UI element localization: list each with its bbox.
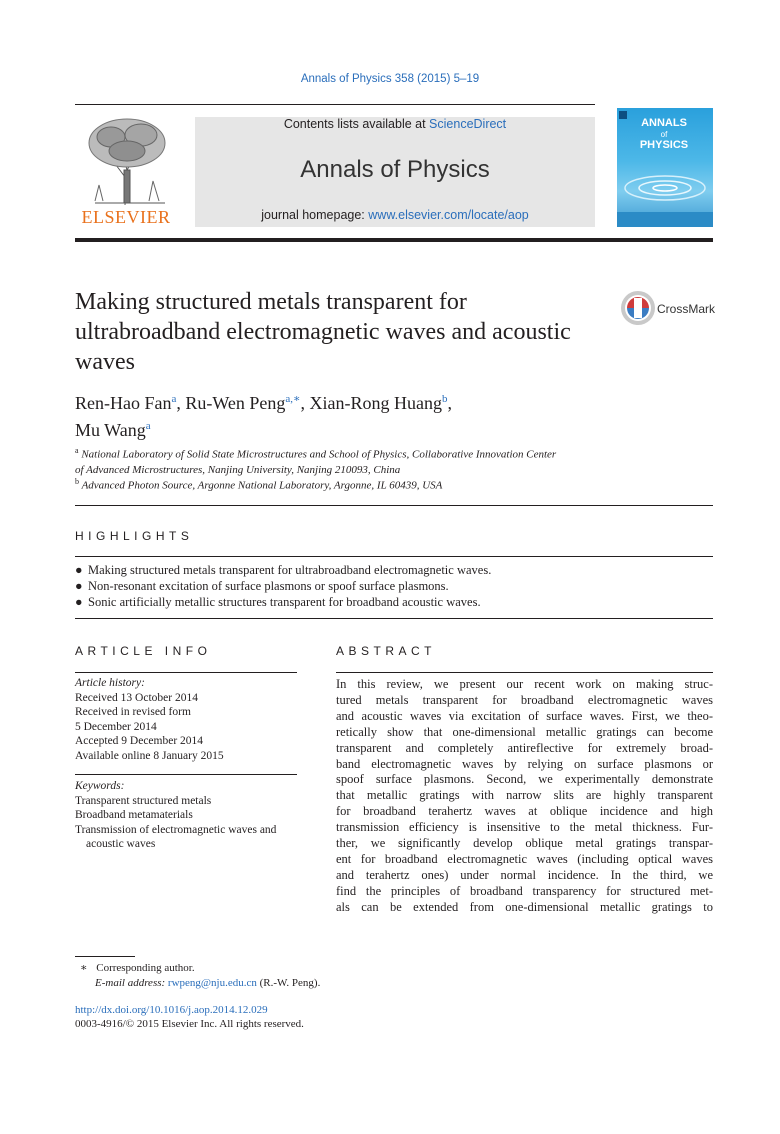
author-list: Ren-Hao Fan$^a$, Ru-Wen Peng$^{a,∗}$, Xian-Rong Huang$^b$, Mu Wang$^a$ (75, 393, 453, 440)
article-info-heading: ARTICLE INFO (75, 644, 212, 658)
footnote-mark: ∗ (80, 962, 88, 974)
email-label: E-mail address: (95, 977, 168, 989)
highlight-item (75, 594, 715, 610)
article-history-label: Article history: (75, 677, 145, 689)
corresponding-footnote (80, 961, 195, 976)
footnote-rule (75, 956, 135, 957)
affiliation-line: National Laboratory of Solid State Microstructures and School of Physics, Collaborative Innovation Center (81, 448, 557, 461)
history-item: Accepted 9 December 2014 (75, 735, 204, 747)
author-affil-mark[interactable]: a (171, 393, 177, 405)
bullet: ● (75, 563, 83, 577)
homepage-prefix: journal homepage: (261, 208, 369, 222)
keywords (75, 779, 300, 852)
abstract-line: retically show that one-dimensional metallic gratings can become (336, 724, 713, 739)
corresponding-text: Corresponding author. (96, 962, 195, 974)
keyword-item[interactable]: Transparent structured metals (75, 794, 212, 807)
highlight-text: Making structured metals transparent for ultrabroadband electromagnetic waves. (88, 563, 492, 577)
section-rule (75, 505, 713, 506)
cover-title-2: PHYSICS (639, 139, 689, 151)
abstract-line: transmission efficiency is insensitive to the metal thickness. Fur- (336, 820, 713, 835)
contents-line (195, 117, 595, 131)
author-name[interactable]: Ren-Hao Fan (75, 393, 172, 413)
article-title: Making structured metals transparent for ultrabroadband electromagnetic waves and acoustic waves (75, 289, 571, 375)
highlight-text: Sonic artificially metallic structures transparent for broadband acoustic waves. (88, 595, 481, 609)
abstract-line: and terahertz ones) under normal incidence. In the third, we (336, 867, 713, 882)
header-rule-thin (75, 104, 595, 105)
crossmark-label[interactable]: CrossMark (657, 302, 716, 316)
author-name[interactable]: Ru-Wen Peng (185, 393, 286, 413)
cover-title-of: of (660, 130, 668, 139)
abstract-line: that metallic gratings with narrow slits are highly transparent (336, 788, 713, 803)
cover-title-1: ANNALS (641, 117, 687, 129)
author-affil-mark[interactable]: a,∗ (285, 393, 301, 405)
affiliation-mark: a (75, 446, 79, 455)
abstract-line: find the principles of broadband transparency for structured met- (336, 883, 713, 898)
section-rule (336, 672, 713, 673)
abstract-heading: ABSTRACT (336, 644, 437, 658)
abstract-line: transparent and completely antireflective for extremely broad- (336, 740, 713, 755)
crossmark-icon (620, 290, 656, 326)
affiliation-line: of Advanced Microstructures, Nanjing University, Nanjing 210093, China (75, 463, 401, 476)
keyword-item[interactable]: Broadband metamaterials (75, 809, 193, 821)
affiliation-a (75, 443, 715, 478)
copyright-line: 0003-4916/© 2015 Elsevier Inc. All rights reserved. (75, 1018, 304, 1030)
abstract-line: ent for broadband electromagnetic waves (including optical waves (336, 851, 713, 866)
keyword-item[interactable]: acoustic waves (86, 838, 156, 850)
section-rule (75, 618, 713, 619)
article-history (75, 676, 300, 763)
keywords-label: Keywords: (75, 780, 125, 792)
bullet: ● (75, 595, 83, 609)
abstract-line: tured metals transparent for broadband electromagnetic waves (336, 692, 713, 707)
header-rule-thick (75, 238, 713, 242)
highlight-item (75, 578, 715, 594)
author-name[interactable]: Mu Wang (75, 420, 146, 440)
history-item: 5 December 2014 (75, 720, 157, 733)
highlights-list (75, 562, 715, 610)
author-affil-mark[interactable]: b (442, 393, 448, 405)
highlight-item (75, 562, 715, 578)
affiliation-line: Advanced Photon Source, Argonne National Laboratory, Argonne, IL 60439, USA (81, 479, 443, 492)
abstract-line: for broadband terahertz waves at oblique incidence and high (336, 804, 713, 819)
section-rule (75, 774, 297, 775)
abstract-line: band electromagnetic waves by relying on surface plasmons or (336, 756, 713, 771)
affiliation-b (75, 474, 715, 494)
history-item: Available online 8 January 2015 (75, 749, 224, 762)
homepage-link[interactable]: www.elsevier.com/locate/aop (368, 208, 529, 222)
homepage-line (195, 208, 595, 222)
keyword-item[interactable]: Transmission of electromagnetic waves and (75, 823, 277, 836)
highlight-text: Non-resonant excitation of surface plasmons or spoof surface plasmons. (88, 579, 449, 593)
affiliation-mark: b (75, 477, 79, 486)
section-rule (75, 672, 297, 673)
abstract-line: ther, we significantly develop oblique metal gratings transpar- (336, 836, 713, 851)
author-affil-mark[interactable]: a (145, 420, 151, 432)
abstract-line: spoof surface plasmons. Second, we experimentally demonstrate (336, 772, 713, 787)
contents-prefix: Contents lists available at (283, 117, 430, 131)
abstract-body (336, 677, 713, 916)
journal-name: Annals of Physics (300, 156, 490, 183)
bullet: ● (75, 579, 83, 593)
highlights-heading: HIGHLIGHTS (75, 529, 194, 543)
abstract-line: als can be extended from one-dimensional metallic gratings to (336, 899, 713, 914)
doi-link[interactable]: http://dx.doi.org/10.1016/j.aop.2014.12.029 (75, 1004, 268, 1016)
abstract-line: In this review, we present our recent work on making struc- (336, 677, 713, 691)
email-link[interactable]: rwpeng@nju.edu.cn (167, 977, 257, 989)
email-footnote (95, 976, 320, 991)
history-item: Received in revised form (75, 706, 191, 718)
cover-title (635, 118, 693, 151)
elsevier-wordmark: ELSEVIER (81, 207, 171, 227)
section-rule (75, 556, 713, 557)
email-suffix: (R.-W. Peng). (256, 977, 321, 989)
history-item: Received 13 October 2014 (75, 691, 198, 704)
abstract-line: and acoustic waves via excitation of surface waves. First, we theo- (336, 708, 713, 723)
elsevier-tree-icon (75, 115, 177, 207)
sciencedirect-link[interactable]: ScienceDirect (429, 117, 507, 131)
journal-cover[interactable] (617, 108, 713, 227)
journal-citation[interactable]: Annals of Physics 358 (2015) 5–19 (300, 73, 480, 85)
author-name[interactable]: Xian-Rong Huang (309, 393, 443, 413)
